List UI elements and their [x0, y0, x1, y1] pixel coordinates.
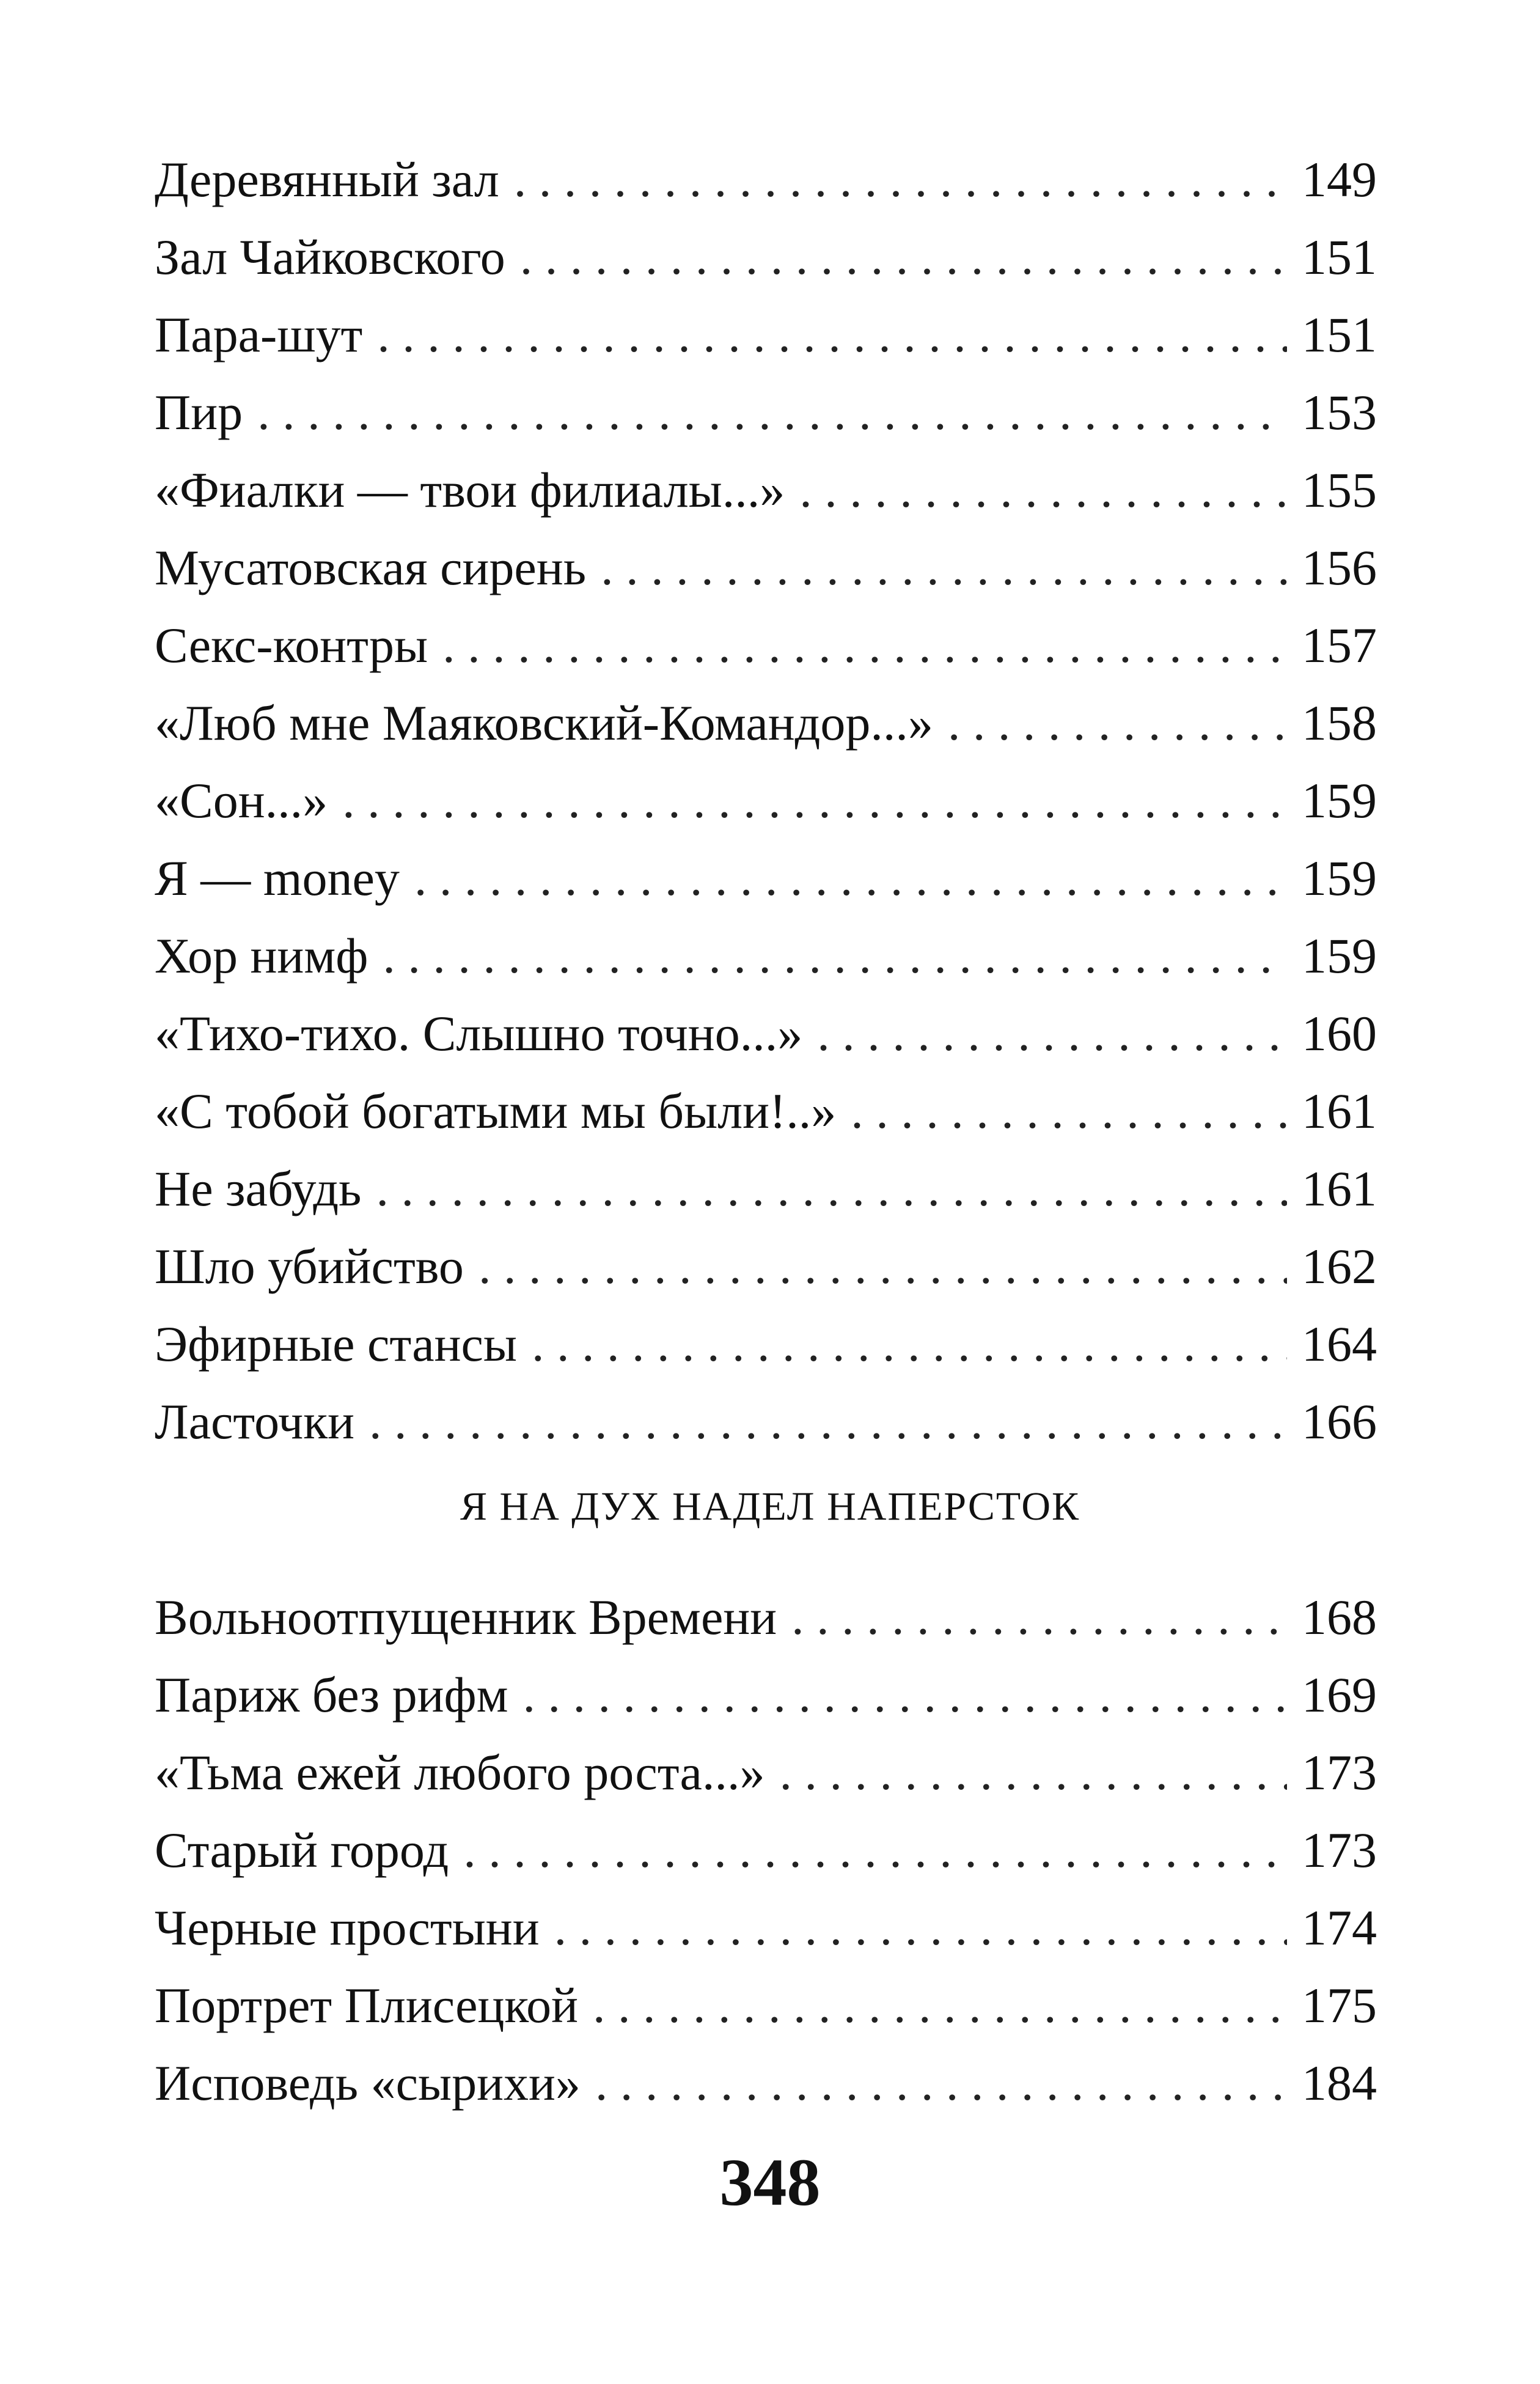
toc-entry: [155, 1150, 1377, 1227]
toc-entry-title: Я — money: [155, 850, 400, 906]
toc-entry-title: Хор нимф: [155, 928, 369, 984]
dot-leader: [532, 1305, 1287, 1383]
toc-entry-page: 175: [1302, 1977, 1377, 2033]
toc-entry: [155, 529, 1377, 606]
toc-entry-title: «Тихо-тихо. Слышно точно...»: [155, 1006, 803, 1061]
toc-entry: [155, 296, 1377, 373]
toc-entry-page: 166: [1302, 1394, 1377, 1449]
dot-leader: [817, 995, 1287, 1072]
toc-entry: [155, 995, 1377, 1072]
dot-leader: [342, 762, 1287, 839]
dot-leader: [595, 2044, 1287, 2122]
dot-leader: [554, 1889, 1287, 1966]
toc-entry-page: 173: [1302, 1822, 1377, 1878]
toc-entry-page: 157: [1302, 617, 1377, 673]
toc-entry: [155, 684, 1377, 762]
toc-entry: [155, 1966, 1377, 2044]
toc-entry: [155, 218, 1377, 296]
dot-leader: [463, 1811, 1287, 1889]
toc-entry-title: «Люб мне Маяковский-Командор...»: [155, 695, 933, 751]
toc-entry-title: Мусатовская сирень: [155, 540, 587, 595]
toc-entry-page: 151: [1302, 307, 1377, 362]
toc-entry: [155, 1734, 1377, 1811]
toc-entry-title: Эфирные стансы: [155, 1316, 518, 1372]
toc-entry: [155, 451, 1377, 529]
toc-entry-page: 156: [1302, 540, 1377, 595]
dot-leader: [948, 684, 1287, 762]
toc-entry: [155, 1227, 1377, 1305]
toc-entry-page: 149: [1302, 152, 1377, 207]
toc-entry: [155, 1305, 1377, 1383]
toc-entry-title: Ласточки: [155, 1394, 354, 1449]
toc-entry-title: Исповедь «сырихи»: [155, 2055, 581, 2111]
toc-entry-page: 159: [1302, 928, 1377, 984]
dot-leader: [383, 917, 1287, 995]
toc-entry-title: «Тьма ежей любого роста...»: [155, 1745, 765, 1800]
toc-entry-title: Зал Чайковского: [155, 229, 505, 285]
dot-leader: [791, 1578, 1287, 1656]
dot-leader: [369, 1383, 1287, 1460]
toc-entry-page: 161: [1302, 1161, 1377, 1216]
toc-entry-page: 173: [1302, 1745, 1377, 1800]
toc-entry: [155, 1656, 1377, 1734]
dot-leader: [414, 839, 1287, 917]
toc-entry-page: 161: [1302, 1083, 1377, 1139]
dot-leader: [851, 1072, 1287, 1150]
toc-entry-title: Секс-контры: [155, 617, 428, 673]
toc-entry-page: 168: [1302, 1589, 1377, 1645]
toc-entry: [155, 2044, 1377, 2122]
toc-entry: [155, 373, 1377, 451]
toc-entry-page: 160: [1302, 1006, 1377, 1061]
toc-entry-title: «Фиалки — твои филиалы...»: [155, 462, 785, 518]
toc-entry: [155, 606, 1377, 684]
toc-entry: [155, 839, 1377, 917]
dot-leader: [514, 141, 1287, 218]
toc-entry-title: Старый город: [155, 1822, 449, 1878]
toc-entry: [155, 762, 1377, 839]
toc-entry: [155, 917, 1377, 995]
toc-entry-page: 159: [1302, 850, 1377, 906]
toc-entry: [155, 1072, 1377, 1150]
toc-entry: [155, 1889, 1377, 1966]
toc-list-part-1: [155, 141, 1377, 1460]
toc-entry-title: Черные простыни: [155, 1900, 540, 1955]
toc-list-part-2: [155, 1578, 1377, 2122]
toc-entry-title: Портрет Плисецкой: [155, 1977, 578, 2033]
toc-entry-page: 159: [1302, 773, 1377, 828]
toc-entry-page: 169: [1302, 1667, 1377, 1723]
toc-entry-page: 158: [1302, 695, 1377, 751]
toc-entry-title: Пир: [155, 384, 243, 440]
toc-entry: [155, 1383, 1377, 1460]
toc-entry-title: Деревянный зал: [155, 152, 499, 207]
toc-entry-title: Шло убийство: [155, 1238, 464, 1294]
section-heading: Я НА ДУХ НАДЕЛ НАПЕРСТОК: [460, 1484, 1080, 1529]
dot-leader: [779, 1734, 1287, 1811]
dot-leader: [376, 1150, 1287, 1227]
toc-entry-page: 151: [1302, 229, 1377, 285]
toc-entry-title: «С тобой богатыми мы были!..»: [155, 1083, 837, 1139]
toc-entry-title: «Сон...»: [155, 773, 328, 828]
dot-leader: [377, 296, 1287, 373]
dot-leader: [522, 1656, 1287, 1734]
toc-entry: [155, 1811, 1377, 1889]
toc-entry-page: 184: [1302, 2055, 1377, 2111]
dot-leader: [799, 451, 1287, 529]
dot-leader: [257, 373, 1287, 451]
toc-entry-page: 153: [1302, 384, 1377, 440]
toc-entry: [155, 141, 1377, 218]
page-number: 348: [719, 2145, 821, 2220]
dot-leader: [442, 606, 1287, 684]
toc-entry: [155, 1578, 1377, 1656]
dot-leader: [479, 1227, 1287, 1305]
toc-entry-title: Не забудь: [155, 1161, 362, 1216]
toc-entry-title: Париж без рифм: [155, 1667, 508, 1723]
toc-entry-title: Пара-шут: [155, 307, 363, 362]
toc-entry-page: 164: [1302, 1316, 1377, 1372]
toc-entry-title: Вольноотпущенник Времени: [155, 1589, 777, 1645]
dot-leader: [593, 1966, 1287, 2044]
dot-leader: [601, 529, 1287, 606]
toc-entry-page: 174: [1302, 1900, 1377, 1955]
toc-entry-page: 162: [1302, 1238, 1377, 1294]
toc-entry-page: 155: [1302, 462, 1377, 518]
dot-leader: [520, 218, 1287, 296]
